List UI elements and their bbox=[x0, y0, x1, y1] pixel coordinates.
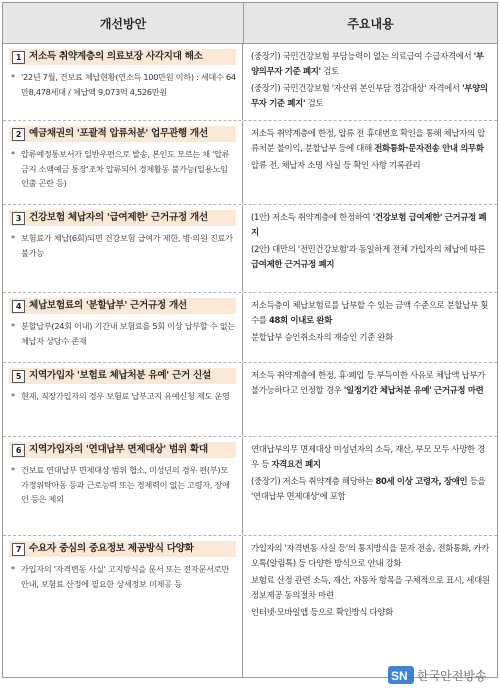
table-row bbox=[3, 205, 497, 293]
content-item: (1안) 저소득 취약계층에 한정하여 '건강보험 급여제한' 근거규정 폐지 bbox=[251, 212, 487, 237]
content-item: 인터넷·모바일앱 등으로 확인방식 다양화 bbox=[251, 607, 393, 617]
improvement-title-text: 지역가입자 '보험료 체납처분 유예' 근거 신설 bbox=[29, 370, 211, 381]
improvement-description: * '22년 7월, 건보료 체납현황(연소득 100만원 이하) : 세대수 64만8,478세대 / 체납액 9,073억 4,526만원 bbox=[9, 70, 236, 99]
improvement-description: * 현재, 직장가입자의 경우 보험료 납부고지 유예신청 제도 운영 bbox=[9, 389, 236, 404]
content-item: (중장기) 국민건강보험 '자산위 본인부담 경감대상' 자격에서 '부양의무자 기준 폐지' 검토 bbox=[251, 83, 488, 108]
improvement-title-text: 예금채권의 '포괄적 압류처분' 업무관행 개선 bbox=[29, 128, 208, 139]
content-item: 연대납부의무 면제대상 미성년자의 소득, 재산, 부모 모두 사망한 경우 등 자격요건 폐지 bbox=[251, 444, 485, 469]
content-cell bbox=[243, 293, 497, 362]
improvement-cell bbox=[3, 437, 243, 535]
improvement-title-text: 수요자 중심의 중요정보 제공방식 다양화 bbox=[29, 543, 194, 554]
content-item: 저소득층이 체납보험료를 납부할 수 있는 금액 수준으로 분할납부 횟수를 48회 이내로 완화 bbox=[251, 300, 489, 325]
improvement-cell bbox=[3, 293, 243, 362]
watermark-text: 한국안전방송 bbox=[417, 669, 487, 683]
improvement-title bbox=[9, 442, 236, 458]
improvement-title bbox=[9, 298, 236, 314]
improvement-title bbox=[9, 126, 236, 142]
improvement-cell bbox=[3, 44, 243, 120]
table-row bbox=[3, 293, 497, 363]
watermark-graphic bbox=[388, 658, 500, 688]
improvement-title-text: 건강보험 체납자의 '급여제한' 근거규정 개선 bbox=[29, 212, 208, 223]
improvement-title bbox=[9, 541, 236, 557]
table-row bbox=[3, 536, 497, 678]
header-improvement: 개선방안 bbox=[3, 3, 244, 43]
table-row bbox=[3, 437, 497, 536]
improvement-description: * 분할납부(24회 이내) 기간내 보험료를 5회 이상 납부할 수 없는 체납자 상당수 존재 bbox=[9, 319, 236, 348]
content-cell bbox=[243, 363, 497, 436]
improvement-title-text: 체납보험료의 '분할납부' 근거규정 개선 bbox=[29, 300, 187, 311]
improvement-title-text: 지역가입자의 '연대납부 면제대상' 범위 확대 bbox=[29, 444, 208, 455]
item-number: 7 bbox=[12, 543, 25, 556]
item-number: 1 bbox=[12, 51, 25, 64]
improvement-cell bbox=[3, 536, 243, 678]
improvement-title-text: 저소득 취약계층의 의료보장 사각지대 해소 bbox=[29, 51, 203, 62]
table-row bbox=[3, 44, 497, 121]
improvement-title bbox=[9, 49, 236, 65]
improvement-cell bbox=[3, 121, 243, 204]
content-cell bbox=[243, 121, 497, 204]
table-row bbox=[3, 363, 497, 437]
improvement-title bbox=[9, 210, 236, 226]
improvement-table bbox=[2, 2, 498, 678]
content-item: (중장기) 저소득 취약계층 해당하는 80세 이상 고령자, 장애인 등을 '연대납부 면제대상'에 포함 bbox=[251, 476, 486, 501]
content-item: 저소득 취약계층에 한정, 압류 전 휴대번호 확인을 통해 체납자의 압류처분 불이익, 분할납부 등에 대해 전화통화·문자전송 안내 의무화 bbox=[251, 128, 485, 153]
table-row bbox=[3, 121, 497, 205]
content-item: 가입자의 '자격변동 사실 등'의 통지방식을 문자 전송, 전화통화, 카카오톡(알림톡) 등 다양한 방식으로 안내 강화 bbox=[251, 543, 489, 568]
improvement-title bbox=[9, 368, 236, 384]
table-header bbox=[3, 3, 497, 44]
content-item: 저소득 취약계층에 한정, 휴·폐업 등 부득이한 사유로 체납액 납부가 불가능하다고 인정할 경우 '일정기간 체납처분 유예' 근거규정 마련 bbox=[251, 370, 485, 395]
content-cell bbox=[243, 205, 497, 292]
content-cell bbox=[243, 536, 497, 678]
content-item: (2안) 대만의 '전민건강보험'과 동일하게 전체 가입자의 체납에 따른 급여제한 근거규정 폐지 bbox=[251, 244, 486, 269]
content-cell bbox=[243, 437, 497, 535]
broadcaster-watermark-logo bbox=[388, 658, 500, 688]
improvement-cell bbox=[3, 363, 243, 436]
improvement-description: * 건보료 연대납부 면제대상 범위 협소, 미성년의 경우 편(부)모 가정위탁아동 등과 근로능력 또는 경제력이 없는 고령자, 장애인 등은 제외 bbox=[9, 463, 236, 507]
item-number: 3 bbox=[12, 212, 25, 225]
logo-mark-letters: SN bbox=[391, 669, 408, 683]
item-number: 2 bbox=[12, 128, 25, 141]
content-item: 보험료 산정 관련 소득, 재산, 자동차 항목을 구체적으로 표시, 세대원 정보제공 동의절차 마련 bbox=[251, 575, 490, 600]
improvement-description: * 가입자의 '자격변동 사실' 고지방식을 문서 또는 전자문서로만 안내, 보험료 산정에 필요한 상세정보 미제공 등 bbox=[9, 562, 236, 591]
content-item: 분할납부 승인취소자의 재승인 기준 완화 bbox=[251, 332, 393, 342]
content-item: (중장기) 국민건강보험 부담능력이 없는 의료급여 수급자격에서 '부양의무자 기준 폐지' 검토 bbox=[251, 51, 484, 76]
improvement-cell bbox=[3, 205, 243, 292]
item-number: 6 bbox=[12, 444, 25, 457]
header-main-content: 주요내용 bbox=[347, 16, 394, 31]
item-number: 5 bbox=[12, 370, 25, 383]
improvement-description: * 압류예정통보서가 일반우편으로 발송, 본인도 모르는 채 '압류금지 소액예금 통장'조차 압류되어 경제활동 불가능(일용노임 인출 곤란 등) bbox=[9, 147, 236, 191]
content-cell bbox=[243, 44, 497, 120]
content-item: 압류 전, 체납자 소명 사실 등 확인 사항 기록관리 bbox=[251, 160, 421, 170]
improvement-description: * 보험료가 체납(6회)되면 건강보험 급여가 제한, 병·의원 진료가 불가능 bbox=[9, 231, 236, 260]
item-number: 4 bbox=[12, 300, 25, 313]
